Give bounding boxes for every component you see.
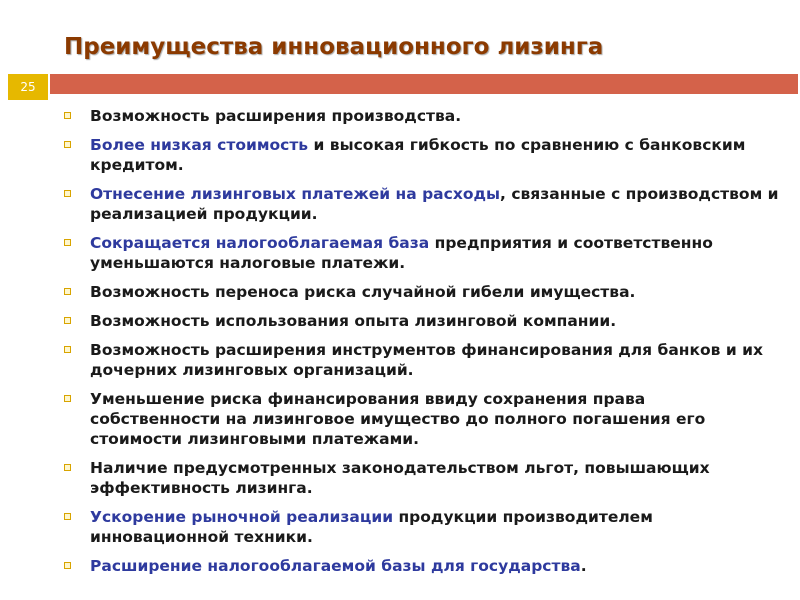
list-item [60,340,780,380]
item-text: продукции производителем инновационной техники. [90,508,653,546]
bullet-icon [64,190,71,197]
item-text: Возможность расширения инструментов финансирования для банков и их дочерних лизинговых организаций. [90,341,763,379]
list-item [60,106,780,126]
bullet-icon [64,464,71,471]
bullet-icon [64,239,71,246]
bullet-icon [64,346,71,353]
item-text: Возможность использования опыта лизинговой компании. [90,312,617,330]
list-item [60,507,780,547]
bullet-icon [64,317,71,324]
item-text: предприятия и соответственно уменьшаются налоговые платежи. [90,234,713,272]
item-highlight: Отнесение лизинговых платежей на расходы [90,185,501,203]
bullet-icon [64,562,71,569]
list-item [60,184,780,224]
bullet-icon [64,288,71,295]
item-text: Наличие предусмотренных законодательством льгот, повышающих эффективность лизинга. [90,459,710,497]
advantages-list [60,106,780,585]
bullet-icon [64,112,71,119]
bullet-icon [64,513,71,520]
list-item [60,135,780,175]
item-text: . [580,557,587,575]
item-text: , связанные с производством и реализацией продукции. [90,185,779,223]
list-item [60,556,780,576]
list-item [60,282,780,302]
list-item [60,458,780,498]
item-text: Возможность переноса риска случайной гибели имущества. [90,283,636,301]
list-item [60,311,780,331]
item-text: Уменьшение риска финансирования ввиду сохранения права собственности на лизинговое имущество до полного погашения его стоимости лизинговыми платежами. [90,390,706,448]
item-highlight: Ускорение рыночной реализации [90,508,394,526]
slide-number: 25 [8,74,48,100]
item-text: и высокая гибкость по сравнению с банковским кредитом. [90,136,746,174]
item-text: Возможность расширения производства. [90,107,462,125]
title-rule [50,74,798,94]
item-highlight: Сокращается налогооблагаемая база [90,234,430,252]
item-highlight: Расширение налогооблагаемой базы для государства [90,557,581,575]
bullet-icon [64,141,71,148]
slide-title: Преимущества инновационного лизинга [64,34,604,60]
list-item [60,233,780,273]
bullet-icon [64,395,71,402]
list-item [60,389,780,449]
item-highlight: Более низкая стоимость [90,136,309,154]
